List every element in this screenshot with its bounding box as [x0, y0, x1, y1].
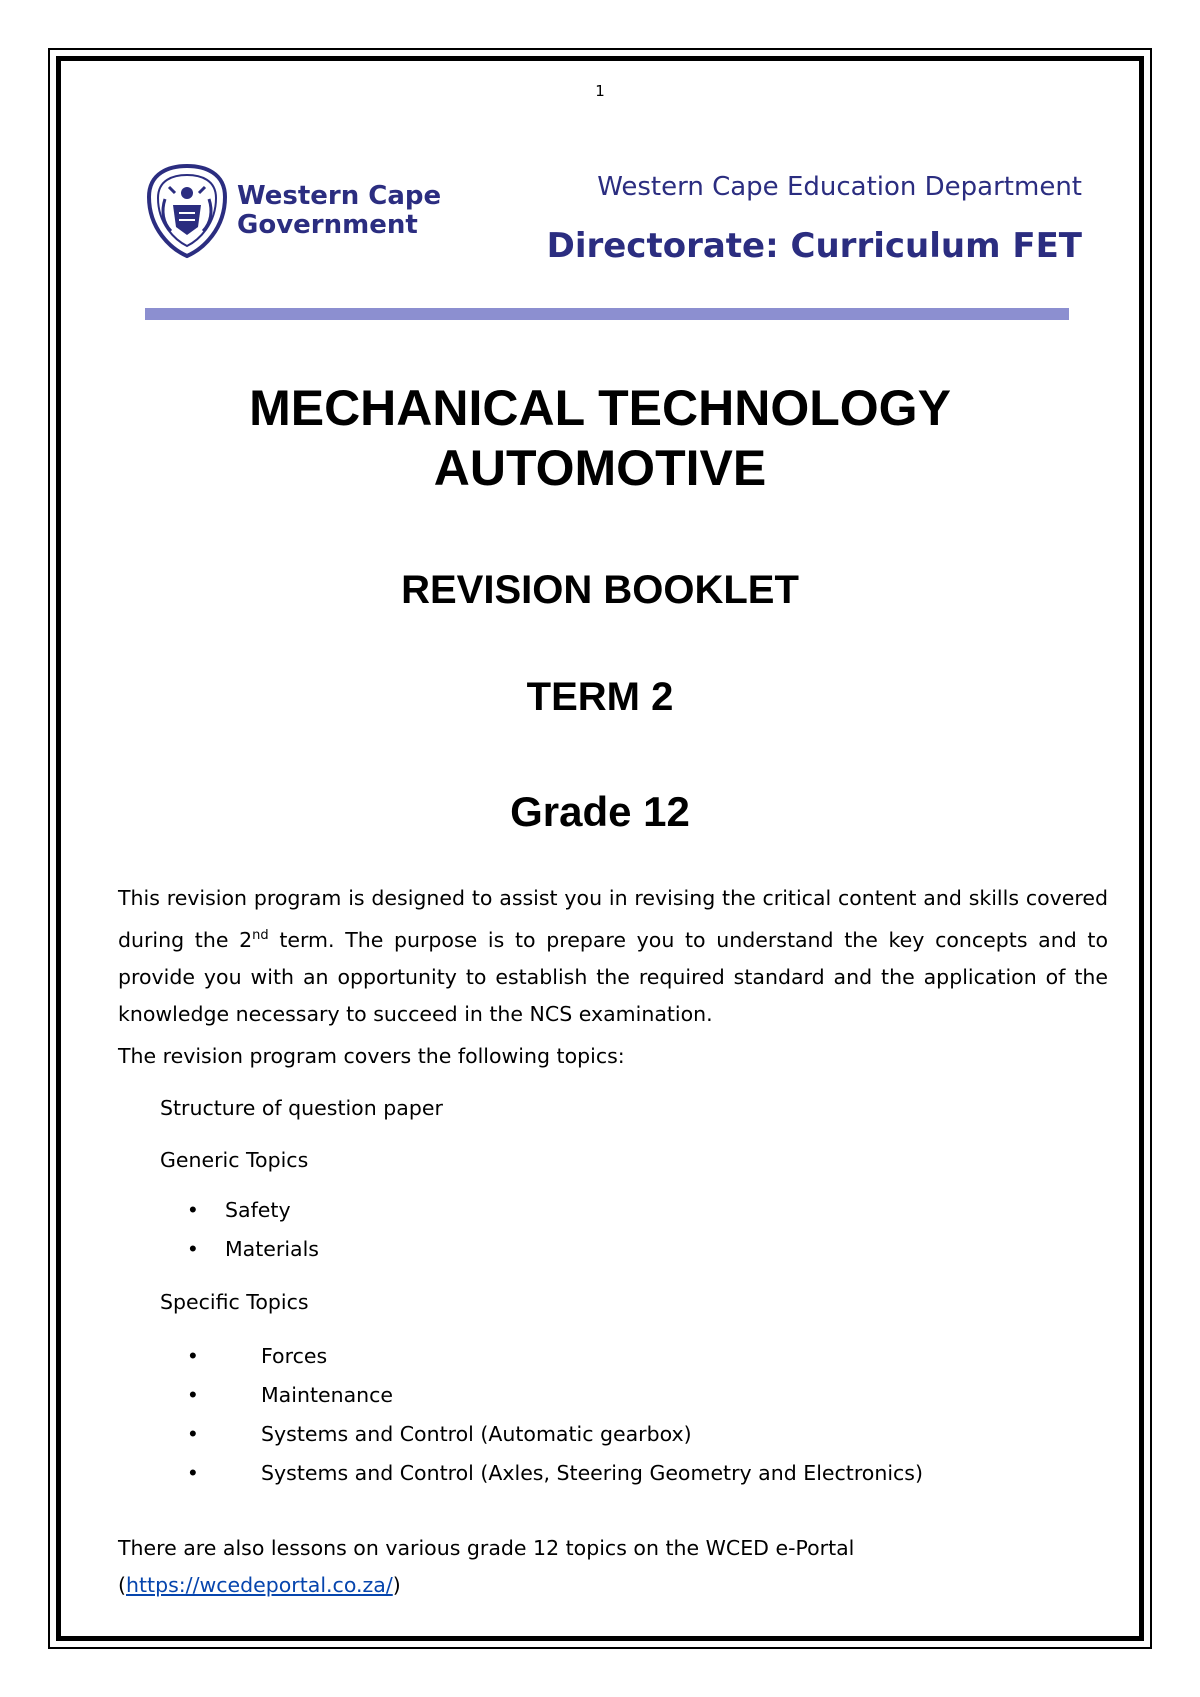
- specific-topics-heading: Specific Topics: [160, 1290, 309, 1314]
- bullet-icon: •: [189, 1197, 197, 1222]
- bullet-icon: •: [189, 1382, 197, 1407]
- bullet-icon: •: [189, 1343, 197, 1368]
- bullet-icon: •: [189, 1460, 197, 1485]
- term-heading: TERM 2: [526, 675, 674, 719]
- eportal-note: [118, 1530, 854, 1604]
- page-number: 1: [595, 82, 605, 100]
- logo-text-line1: Western Cape: [237, 181, 442, 211]
- page-border-inner: [56, 56, 1144, 1641]
- specific-topic-maintenance: Maintenance: [261, 1383, 394, 1407]
- close-paren: ): [392, 1573, 401, 1597]
- generic-topic-safety: Safety: [225, 1198, 291, 1222]
- intro-paragraph: [118, 880, 1108, 1033]
- specific-topic-axles-steering: Systems and Control (Axles, Steering Geometry and Electronics): [261, 1461, 923, 1485]
- generic-topic-materials: Materials: [225, 1237, 319, 1261]
- wced-eportal-link[interactable]: https://wcedeportal.co.za/: [126, 1573, 393, 1597]
- department-name: Western Cape Education Department: [597, 172, 1082, 202]
- title-line1: MECHANICAL TECHNOLOGY: [249, 380, 951, 436]
- header-divider: [145, 308, 1069, 320]
- intro-superscript: nd: [252, 928, 269, 943]
- open-paren: (: [118, 1573, 126, 1597]
- bullet-icon: •: [189, 1421, 197, 1446]
- topics-intro: The revision program covers the following topics:: [118, 1044, 625, 1068]
- specific-topic-automatic-gearbox: Systems and Control (Automatic gearbox): [261, 1422, 692, 1446]
- logo-text-line2: Government: [237, 210, 418, 240]
- generic-topics-heading: Generic Topics: [160, 1148, 309, 1172]
- coat-of-arms-icon: [145, 163, 229, 259]
- logo-text: [237, 182, 441, 240]
- grade-heading: Grade 12: [510, 788, 690, 835]
- intro-part1: This revision program is designed to assist you in revising the critical content and skills covered during the 2: [118, 886, 1108, 952]
- structure-item: Structure of question paper: [160, 1096, 443, 1120]
- western-cape-government-logo: [145, 163, 441, 259]
- eportal-link-line: [118, 1567, 854, 1604]
- intro-part2: term. The purpose is to prepare you to understand the key concepts and to provide you with an opportunity to establish the required standard and the application of the knowledge necessary to succeed in the NCS examination.: [118, 927, 1108, 1026]
- booklet-heading: REVISION BOOKLET: [401, 568, 799, 612]
- directorate-name: Directorate: Curriculum FET: [546, 226, 1082, 266]
- bullet-icon: •: [189, 1236, 197, 1261]
- eportal-note-text: There are also lessons on various grade 12 topics on the WCED e-Portal: [118, 1536, 855, 1560]
- document-title: [0, 378, 1200, 498]
- specific-topic-forces: Forces: [261, 1344, 328, 1368]
- title-line2: AUTOMOTIVE: [433, 440, 767, 496]
